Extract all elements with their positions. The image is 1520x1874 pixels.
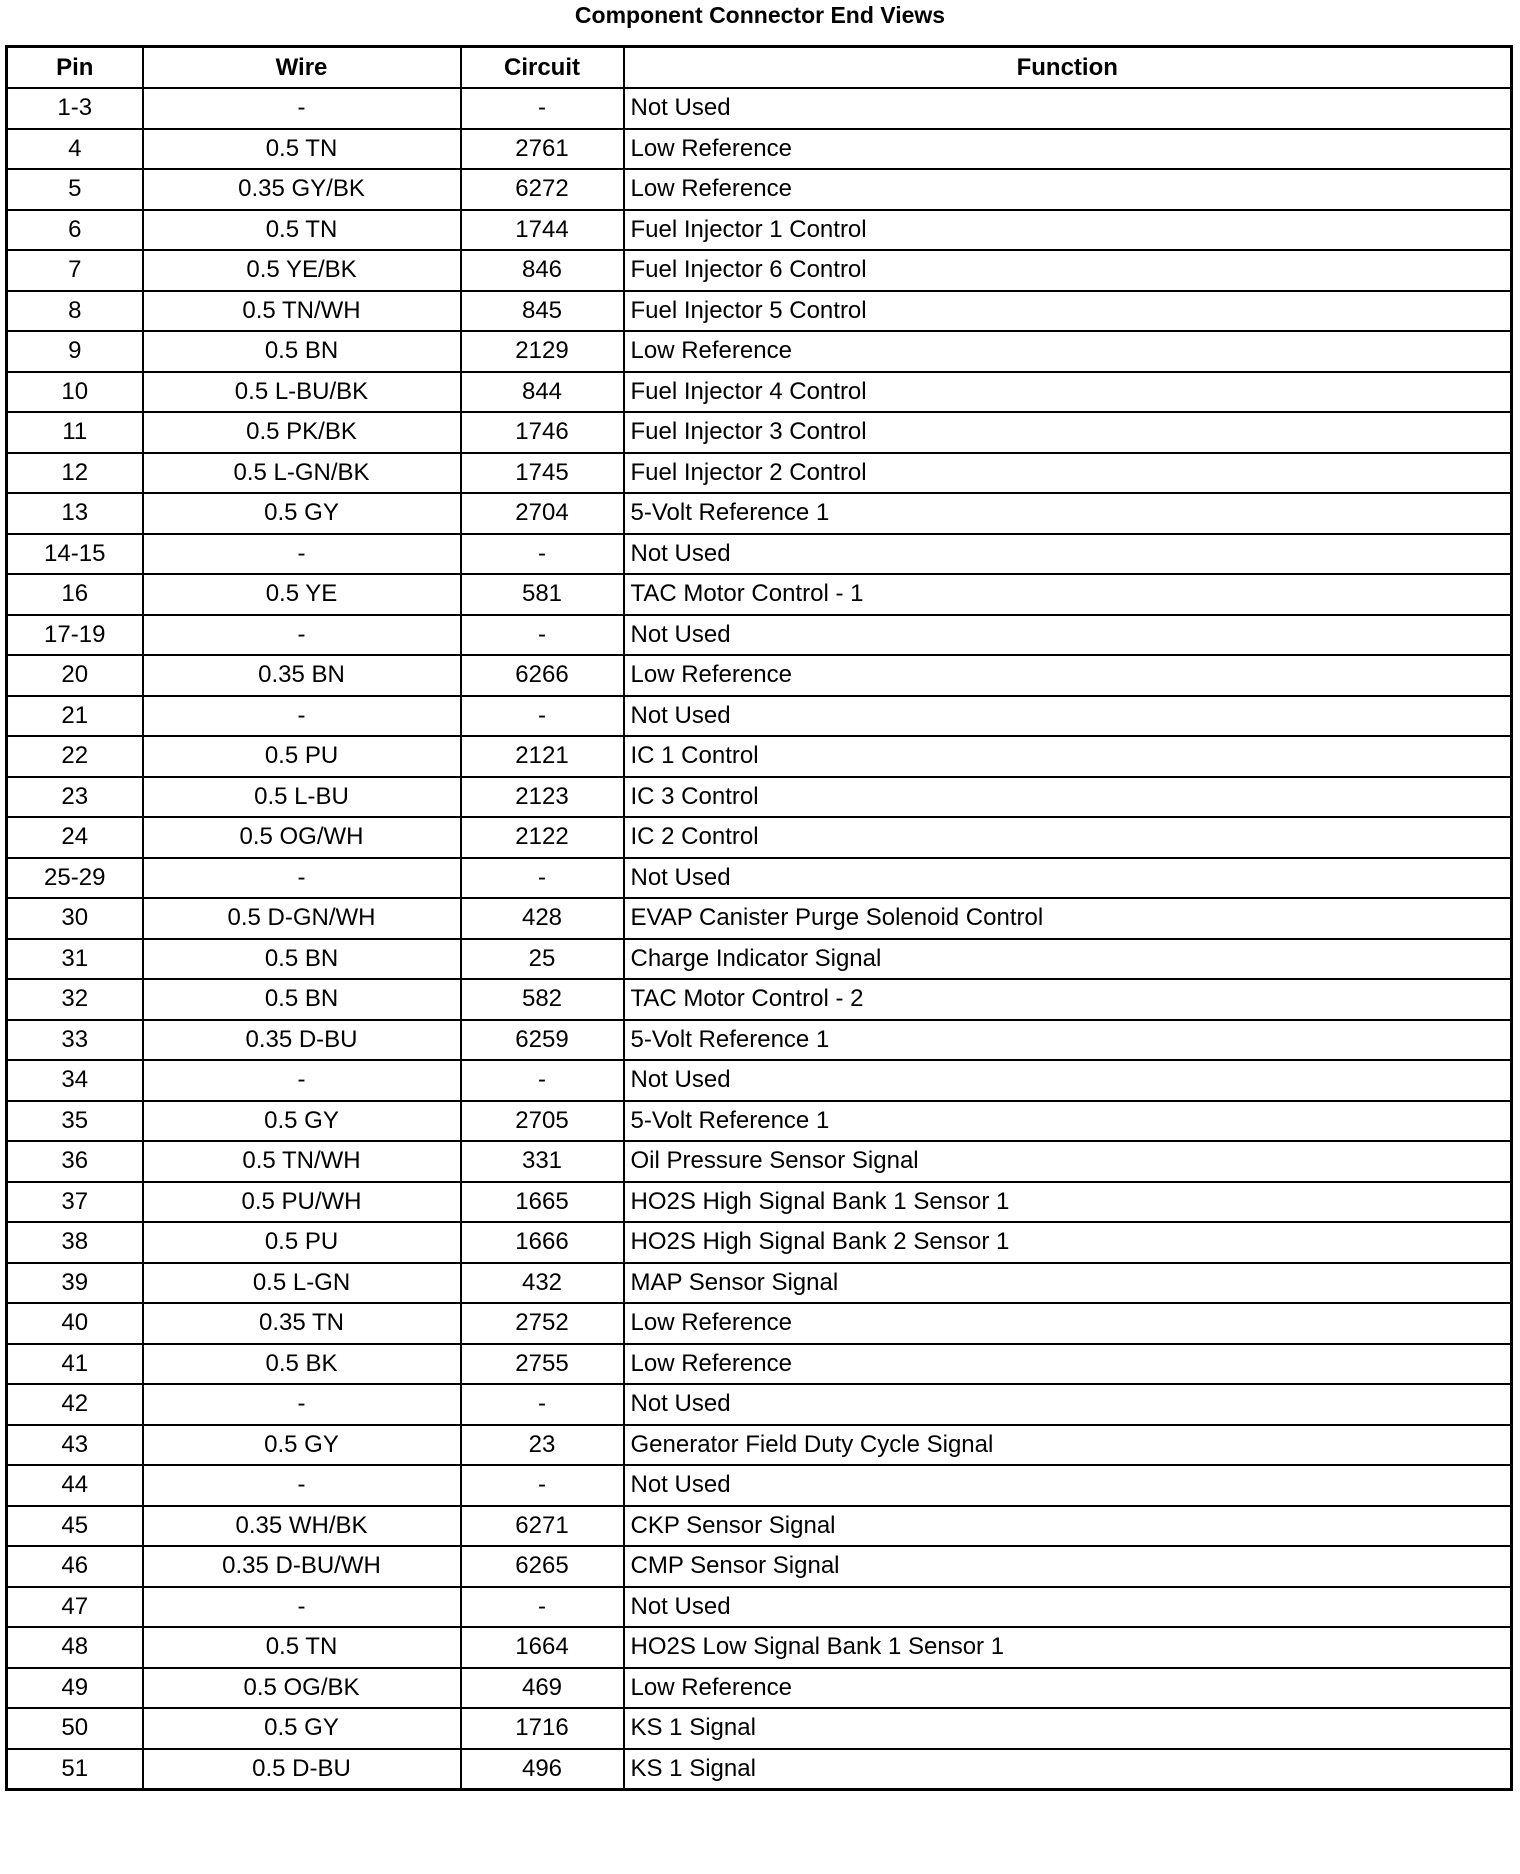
table-row [7, 1182, 1512, 1223]
table-row [7, 331, 1512, 372]
cell-wire: 0.5 D-BU [143, 1749, 461, 1790]
cell-circuit: 846 [461, 250, 624, 291]
cell-pin: 5 [7, 169, 143, 210]
cell-pin: 42 [7, 1384, 143, 1425]
cell-function: 5-Volt Reference 1 [624, 1101, 1512, 1142]
cell-wire: 0.5 PU [143, 736, 461, 777]
table-row [7, 1465, 1512, 1506]
table-row [7, 250, 1512, 291]
cell-pin: 14-15 [7, 534, 143, 575]
cell-wire: 0.5 TN/WH [143, 1141, 461, 1182]
cell-wire: 0.5 L-BU [143, 777, 461, 818]
cell-circuit: 1665 [461, 1182, 624, 1223]
cell-pin: 16 [7, 574, 143, 615]
table-row [7, 939, 1512, 980]
table-row [7, 1141, 1512, 1182]
cell-circuit: 2761 [461, 129, 624, 170]
cell-circuit: 1664 [461, 1627, 624, 1668]
cell-function: Charge Indicator Signal [624, 939, 1512, 980]
cell-function: HO2S High Signal Bank 1 Sensor 1 [624, 1182, 1512, 1223]
table-row [7, 574, 1512, 615]
cell-circuit: 2705 [461, 1101, 624, 1142]
cell-circuit: - [461, 534, 624, 575]
cell-function: Low Reference [624, 655, 1512, 696]
cell-pin: 8 [7, 291, 143, 332]
cell-wire: 0.5 YE/BK [143, 250, 461, 291]
cell-pin: 41 [7, 1344, 143, 1385]
cell-circuit: 2122 [461, 817, 624, 858]
cell-wire: - [143, 88, 461, 129]
cell-wire: 0.5 D-GN/WH [143, 898, 461, 939]
cell-pin: 30 [7, 898, 143, 939]
cell-pin: 1-3 [7, 88, 143, 129]
cell-pin: 21 [7, 696, 143, 737]
table-row [7, 817, 1512, 858]
cell-pin: 24 [7, 817, 143, 858]
cell-function: MAP Sensor Signal [624, 1263, 1512, 1304]
table-row [7, 412, 1512, 453]
header-pin: Pin [7, 47, 143, 89]
cell-wire: 0.5 BK [143, 1344, 461, 1385]
table-row [7, 655, 1512, 696]
cell-pin: 36 [7, 1141, 143, 1182]
cell-wire: - [143, 1384, 461, 1425]
cell-wire: 0.5 YE [143, 574, 461, 615]
cell-pin: 10 [7, 372, 143, 413]
cell-wire: 0.5 OG/WH [143, 817, 461, 858]
cell-circuit: 331 [461, 1141, 624, 1182]
table-row [7, 615, 1512, 656]
table-row [7, 696, 1512, 737]
cell-function: Not Used [624, 615, 1512, 656]
table-row [7, 453, 1512, 494]
table-row [7, 1020, 1512, 1061]
cell-pin: 49 [7, 1668, 143, 1709]
cell-circuit: 2123 [461, 777, 624, 818]
cell-function: Not Used [624, 1060, 1512, 1101]
table-row [7, 736, 1512, 777]
cell-circuit: 2121 [461, 736, 624, 777]
cell-circuit: 1716 [461, 1708, 624, 1749]
cell-pin: 33 [7, 1020, 143, 1061]
table-row [7, 1546, 1512, 1587]
cell-pin: 47 [7, 1587, 143, 1628]
cell-wire: 0.5 PU [143, 1222, 461, 1263]
cell-circuit: 428 [461, 898, 624, 939]
table-header [7, 47, 1512, 89]
table-row [7, 1344, 1512, 1385]
cell-circuit: 1666 [461, 1222, 624, 1263]
cell-wire: 0.5 TN/WH [143, 291, 461, 332]
cell-circuit: 6259 [461, 1020, 624, 1061]
cell-function: CKP Sensor Signal [624, 1506, 1512, 1547]
cell-function: TAC Motor Control - 2 [624, 979, 1512, 1020]
cell-wire: 0.5 BN [143, 979, 461, 1020]
table-row [7, 129, 1512, 170]
cell-function: Fuel Injector 3 Control [624, 412, 1512, 453]
cell-circuit: - [461, 1465, 624, 1506]
cell-circuit: 6272 [461, 169, 624, 210]
cell-pin: 13 [7, 493, 143, 534]
cell-circuit: - [461, 696, 624, 737]
table-row [7, 1384, 1512, 1425]
cell-pin: 23 [7, 777, 143, 818]
cell-function: 5-Volt Reference 1 [624, 1020, 1512, 1061]
cell-pin: 4 [7, 129, 143, 170]
table-row [7, 979, 1512, 1020]
table-row [7, 1749, 1512, 1790]
cell-wire: - [143, 615, 461, 656]
cell-function: Fuel Injector 1 Control [624, 210, 1512, 251]
cell-wire: 0.5 PK/BK [143, 412, 461, 453]
cell-wire: - [143, 1465, 461, 1506]
cell-circuit: - [461, 1384, 624, 1425]
cell-circuit: - [461, 615, 624, 656]
cell-wire: 0.5 BN [143, 331, 461, 372]
cell-function: Low Reference [624, 1303, 1512, 1344]
cell-pin: 12 [7, 453, 143, 494]
cell-pin: 48 [7, 1627, 143, 1668]
page-title: Component Connector End Views [574, 2, 946, 28]
table-body [7, 88, 1512, 1790]
cell-wire: 0.5 OG/BK [143, 1668, 461, 1709]
table-row [7, 534, 1512, 575]
cell-wire: - [143, 858, 461, 899]
cell-function: TAC Motor Control - 1 [624, 574, 1512, 615]
cell-function: Not Used [624, 858, 1512, 899]
cell-pin: 31 [7, 939, 143, 980]
header-circuit: Circuit [461, 47, 624, 89]
cell-wire: 0.5 TN [143, 129, 461, 170]
cell-function: Low Reference [624, 331, 1512, 372]
cell-function: KS 1 Signal [624, 1749, 1512, 1790]
cell-pin: 40 [7, 1303, 143, 1344]
cell-pin: 25-29 [7, 858, 143, 899]
cell-function: Low Reference [624, 1668, 1512, 1709]
table-row [7, 1060, 1512, 1101]
table-row [7, 1506, 1512, 1547]
table-row [7, 1627, 1512, 1668]
cell-function: KS 1 Signal [624, 1708, 1512, 1749]
cell-circuit: 581 [461, 574, 624, 615]
cell-circuit: - [461, 858, 624, 899]
cell-pin: 35 [7, 1101, 143, 1142]
cell-wire: 0.35 BN [143, 655, 461, 696]
cell-circuit: - [461, 1060, 624, 1101]
cell-pin: 37 [7, 1182, 143, 1223]
cell-wire: - [143, 696, 461, 737]
cell-pin: 50 [7, 1708, 143, 1749]
cell-wire: 0.5 TN [143, 210, 461, 251]
cell-circuit: 432 [461, 1263, 624, 1304]
table-row [7, 858, 1512, 899]
cell-wire: - [143, 1060, 461, 1101]
cell-pin: 17-19 [7, 615, 143, 656]
table-row [7, 493, 1512, 534]
cell-pin: 45 [7, 1506, 143, 1547]
cell-function: Low Reference [624, 129, 1512, 170]
header-wire: Wire [143, 47, 461, 89]
cell-function: Not Used [624, 88, 1512, 129]
cell-wire: 0.5 GY [143, 1101, 461, 1142]
cell-wire: 0.5 L-GN [143, 1263, 461, 1304]
table-row [7, 291, 1512, 332]
cell-function: Not Used [624, 1384, 1512, 1425]
cell-function: Not Used [624, 696, 1512, 737]
table-row [7, 1708, 1512, 1749]
table-row [7, 1263, 1512, 1304]
cell-circuit: 2129 [461, 331, 624, 372]
cell-circuit: 1744 [461, 210, 624, 251]
cell-circuit: 25 [461, 939, 624, 980]
cell-circuit: - [461, 88, 624, 129]
cell-circuit: 6265 [461, 1546, 624, 1587]
cell-function: CMP Sensor Signal [624, 1546, 1512, 1587]
cell-wire: 0.35 D-BU [143, 1020, 461, 1061]
cell-circuit: 844 [461, 372, 624, 413]
cell-wire: 0.5 GY [143, 1425, 461, 1466]
cell-function: EVAP Canister Purge Solenoid Control [624, 898, 1512, 939]
table-row [7, 1668, 1512, 1709]
cell-wire: 0.35 GY/BK [143, 169, 461, 210]
cell-function: Fuel Injector 4 Control [624, 372, 1512, 413]
table-row [7, 169, 1512, 210]
cell-pin: 34 [7, 1060, 143, 1101]
cell-circuit: 469 [461, 1668, 624, 1709]
table-row [7, 1101, 1512, 1142]
cell-circuit: 6271 [461, 1506, 624, 1547]
table-row [7, 210, 1512, 251]
cell-wire: 0.5 GY [143, 1708, 461, 1749]
table-row [7, 777, 1512, 818]
table-row [7, 1222, 1512, 1263]
table-row [7, 1425, 1512, 1466]
cell-pin: 32 [7, 979, 143, 1020]
cell-pin: 43 [7, 1425, 143, 1466]
cell-wire: 0.35 TN [143, 1303, 461, 1344]
cell-pin: 11 [7, 412, 143, 453]
cell-wire: 0.5 GY [143, 493, 461, 534]
cell-function: 5-Volt Reference 1 [624, 493, 1512, 534]
table-row [7, 372, 1512, 413]
cell-function: Fuel Injector 2 Control [624, 453, 1512, 494]
connector-table [5, 45, 1513, 1791]
cell-function: Not Used [624, 534, 1512, 575]
cell-wire: 0.5 BN [143, 939, 461, 980]
cell-circuit: - [461, 1587, 624, 1628]
cell-circuit: 496 [461, 1749, 624, 1790]
cell-wire: 0.5 PU/WH [143, 1182, 461, 1223]
cell-circuit: 2704 [461, 493, 624, 534]
cell-function: Fuel Injector 5 Control [624, 291, 1512, 332]
cell-pin: 20 [7, 655, 143, 696]
table-row [7, 88, 1512, 129]
cell-function: Fuel Injector 6 Control [624, 250, 1512, 291]
cell-pin: 39 [7, 1263, 143, 1304]
cell-function: Generator Field Duty Cycle Signal [624, 1425, 1512, 1466]
cell-function: IC 1 Control [624, 736, 1512, 777]
cell-pin: 51 [7, 1749, 143, 1790]
table-row [7, 1587, 1512, 1628]
cell-function: Oil Pressure Sensor Signal [624, 1141, 1512, 1182]
cell-circuit: 23 [461, 1425, 624, 1466]
cell-pin: 6 [7, 210, 143, 251]
cell-pin: 7 [7, 250, 143, 291]
cell-circuit: 845 [461, 291, 624, 332]
cell-wire: 0.5 L-GN/BK [143, 453, 461, 494]
cell-circuit: 1746 [461, 412, 624, 453]
cell-circuit: 6266 [461, 655, 624, 696]
table-row [7, 1303, 1512, 1344]
cell-function: Low Reference [624, 1344, 1512, 1385]
header-function: Function [624, 47, 1512, 89]
cell-function: HO2S Low Signal Bank 1 Sensor 1 [624, 1627, 1512, 1668]
cell-circuit: 582 [461, 979, 624, 1020]
cell-function: IC 3 Control [624, 777, 1512, 818]
cell-wire: 0.5 L-BU/BK [143, 372, 461, 413]
cell-wire: 0.5 TN [143, 1627, 461, 1668]
cell-function: Low Reference [624, 169, 1512, 210]
cell-wire: - [143, 1587, 461, 1628]
cell-wire: 0.35 WH/BK [143, 1506, 461, 1547]
cell-function: Not Used [624, 1587, 1512, 1628]
cell-function: Not Used [624, 1465, 1512, 1506]
cell-pin: 38 [7, 1222, 143, 1263]
cell-function: IC 2 Control [624, 817, 1512, 858]
cell-wire: 0.35 D-BU/WH [143, 1546, 461, 1587]
cell-wire: - [143, 534, 461, 575]
cell-circuit: 1745 [461, 453, 624, 494]
cell-function: HO2S High Signal Bank 2 Sensor 1 [624, 1222, 1512, 1263]
cell-pin: 9 [7, 331, 143, 372]
table-row [7, 898, 1512, 939]
cell-circuit: 2755 [461, 1344, 624, 1385]
cell-pin: 46 [7, 1546, 143, 1587]
cell-pin: 44 [7, 1465, 143, 1506]
header-row [7, 47, 1512, 89]
cell-pin: 22 [7, 736, 143, 777]
cell-circuit: 2752 [461, 1303, 624, 1344]
